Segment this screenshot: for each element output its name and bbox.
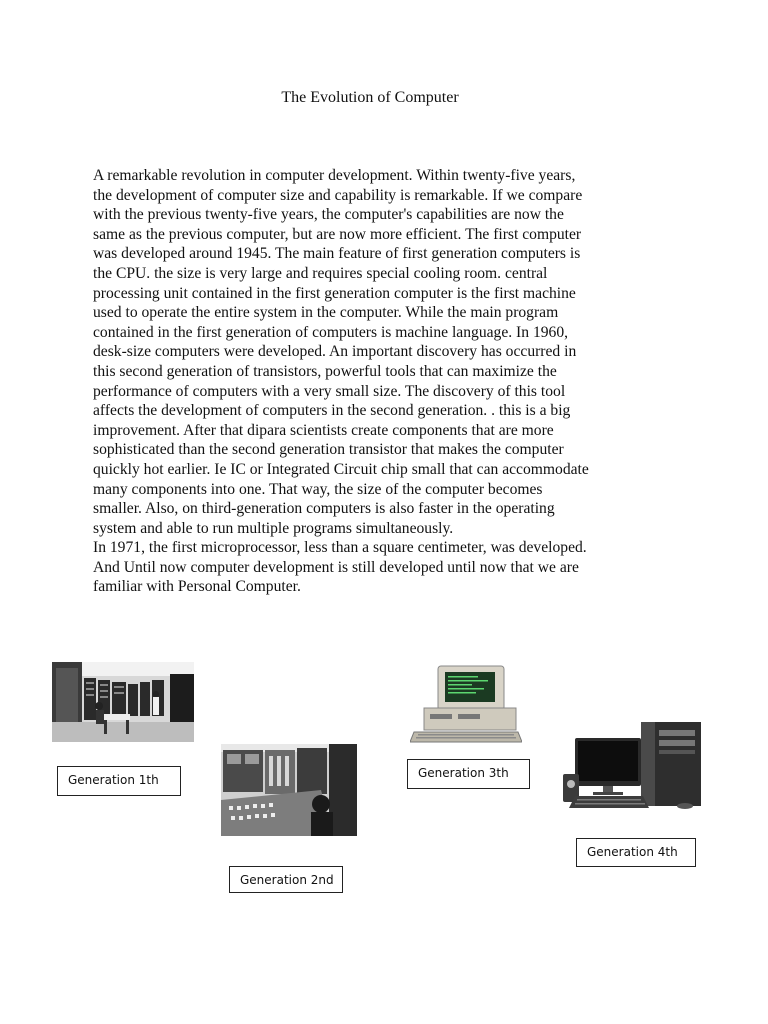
paragraph-line: smaller. Also, on third-generation computers is also faster in the operating: [93, 500, 555, 518]
gen3-caption: Generation 3th: [407, 759, 530, 789]
paragraph-line: improvement. After that dipara scientists create components that are more: [93, 421, 554, 439]
paragraph-line: system and able to run multiple programs simultaneously.: [93, 519, 454, 537]
paragraph-line: A remarkable revolution in computer development. Within twenty-five years,: [93, 167, 576, 184]
paragraph-line: used to operate the entire system in the computer. While the main program: [93, 304, 559, 322]
paragraph-line: sophisticated than the second generation transistor that makes the computer: [93, 441, 564, 459]
paragraph-line: In 1971, the first microprocessor, less than a square centimeter, was developed.: [93, 539, 587, 557]
gen1-caption: Generation 1th: [57, 766, 181, 796]
paragraph-line: affects the development of computers in the second generation. . this is a big: [93, 402, 571, 420]
paragraph-line: many components into one. That way, the size of the computer becomes: [93, 480, 543, 498]
gen4-computer-photo: [563, 718, 705, 810]
paragraph-line: desk-size computers were developed. An important discovery has occurred in: [93, 343, 577, 361]
paragraph-line: familiar with Personal Computer.: [93, 578, 301, 596]
paragraph-line: the development of computer size and capability is remarkable. If we compare: [93, 186, 583, 204]
gen1-computer-photo: [52, 662, 194, 742]
paragraph-line: contained in the first generation of computers is machine language. In 1960,: [93, 323, 569, 341]
body-paragraph: [93, 166, 693, 597]
paragraph-line: same as the previous computer, but are now more efficient. The first computer: [93, 225, 582, 243]
gen2-caption: Generation 2nd: [229, 866, 343, 893]
paragraph-line: the CPU. the size is very large and requires special cooling room. central: [93, 264, 548, 282]
paragraph-line: this second generation of transistors, powerful tools that can maximize the: [93, 362, 557, 380]
paragraph-line: was developed around 1945. The main feature of first generation computers is: [93, 245, 581, 263]
gen2-computer-photo: [221, 744, 357, 836]
paragraph-line: quickly hot earlier. Ie IC or Integrated Circuit chip small that can accommodate: [93, 460, 589, 478]
paragraph-line: performance of computers with a very small size. The discovery of this tool: [93, 382, 566, 400]
paragraph-line: processing unit contained in the first generation computer is the first machine: [93, 284, 576, 302]
document-title: The Evolution of Computer: [281, 89, 459, 106]
gen3-computer-photo: [410, 664, 522, 744]
gen4-caption: Generation 4th: [576, 838, 696, 867]
paragraph-line: with the previous twenty-five years, the computer's capabilities are now the: [93, 206, 564, 224]
paragraph-line: And Until now computer development is still developed until now that we are: [93, 558, 579, 576]
